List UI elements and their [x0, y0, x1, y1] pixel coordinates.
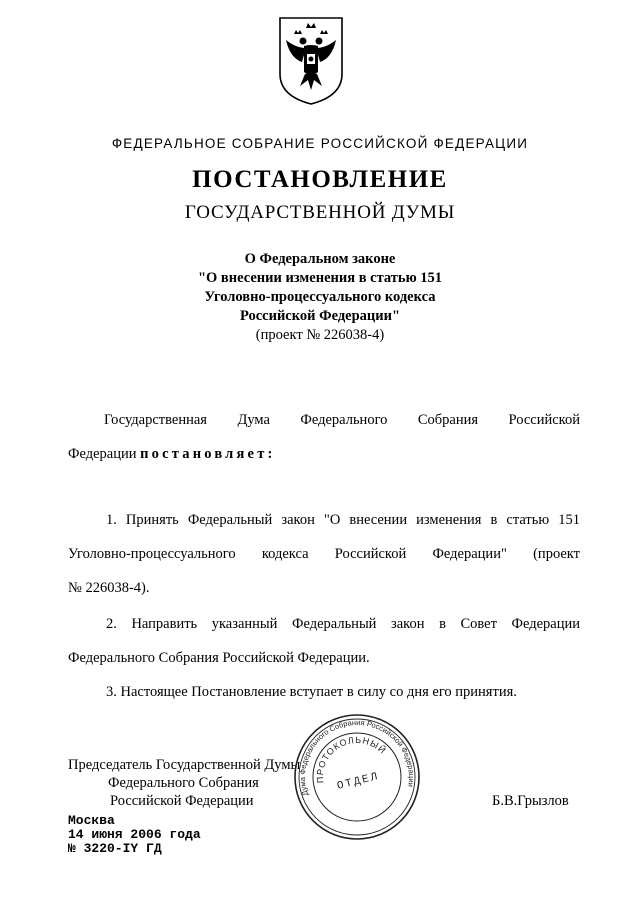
- preamble-line-2: [68, 446, 276, 463]
- signer-name: Б.В.Грызлов: [492, 793, 569, 809]
- project-number: (проект № 226038-4): [255, 327, 385, 343]
- stamp-center-text: ОТДЕЛ: [335, 770, 381, 793]
- document-subtitle: ГОСУДАРСТВЕННОЙ ДУМЫ: [184, 202, 456, 223]
- document-title: ПОСТАНОВЛЕНИЕ: [192, 166, 448, 193]
- preamble-resolves: постановляет:: [140, 446, 276, 462]
- preamble-federation: Федерации: [68, 446, 137, 462]
- signature-position-3: Российской Федерации: [110, 793, 254, 809]
- document-number: № 3220-IY ГД: [68, 841, 162, 856]
- signature-position-2: Федерального Собрания: [108, 775, 259, 791]
- assembly-heading: ФЕДЕРАЛЬНОЕ СОБРАНИЕ РОССИЙСКОЙ ФЕДЕРАЦИИ: [111, 136, 529, 151]
- law-line-3: Уголовно-процессуального кодекса: [204, 289, 436, 305]
- signature-position-1: Председатель Государственной Думы: [68, 757, 301, 773]
- protocol-department-stamp: [292, 712, 422, 842]
- law-reference: [100, 250, 540, 345]
- document-date: 14 июня 2006 года: [68, 827, 201, 842]
- preamble-line-1: Государственная Дума Федерального Собрания Российской: [104, 412, 580, 428]
- svg-text:Дума Федерального Собрания Рос: [292, 712, 422, 825]
- item-2-line-2: Федерального Собрания Российской Федерации.: [68, 650, 370, 666]
- stamp-outer-text: Дума Федерального Собрания Российской Федерации: [297, 717, 417, 797]
- item-1-line-3: № 226038-4).: [68, 580, 150, 596]
- law-line-2: "О внесении изменения в статью 151: [197, 270, 443, 286]
- stamp-inner-text: ПРОТОКОЛЬНЫЙ: [314, 734, 389, 784]
- item-1-line-2: Уголовно-процессуального кодекса Российской Федерации" (проект: [68, 546, 580, 562]
- item-2-line-1: 2. Направить указанный Федеральный закон в Совет Федерации: [106, 616, 580, 632]
- law-line-4: Российской Федерации": [239, 308, 401, 324]
- law-line-1: О Федеральном законе: [244, 251, 396, 267]
- coat-of-arms-emblem-icon: [276, 14, 346, 106]
- item-1-line-1: 1. Принять Федеральный закон "О внесении изменения в статью 151: [106, 512, 580, 528]
- item-3-line-1: 3. Настоящее Постановление вступает в силу со дня его принятия.: [106, 684, 517, 700]
- city: Москва: [68, 813, 115, 828]
